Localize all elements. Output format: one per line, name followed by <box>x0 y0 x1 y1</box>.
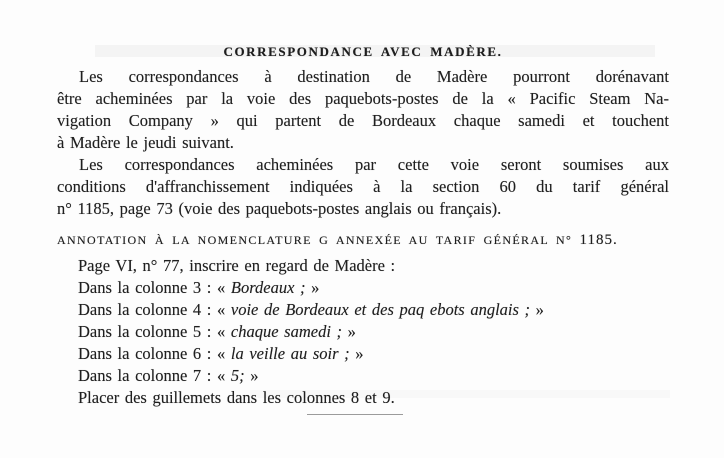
instruction-line: Placer des guillemets dans les colonnes 8 et 9. <box>78 388 395 407</box>
instruction-line: Dans la colonne 7 : « 5; » <box>78 366 259 385</box>
instruction-line: Dans la colonne 3 : « Bordeaux ; » <box>78 278 320 297</box>
text-line: conditions d'affranchissement indiquées à la section 60 du tarif général <box>57 177 669 196</box>
instruction-line: Dans la colonne 6 : « la veille au soir ; » <box>78 344 364 363</box>
text-line: Les correspondances à destination de Madère pourront dorénavant <box>79 67 669 86</box>
instruction-list <box>57 255 669 409</box>
text-line: vigation Company » qui partent de Bordeaux chaque samedi et touchent <box>57 111 669 130</box>
scanned-page <box>57 44 669 415</box>
paragraph-1 <box>57 66 669 154</box>
separator-rule <box>307 414 403 415</box>
annotation-heading-text: ANNOTATION À LA NOMENCLATURE G ANNEXÉE AU TARIF GÉNÉRAL N° <box>57 233 573 247</box>
annotation-heading-number: 1185. <box>579 232 618 248</box>
text-line: Les correspondances acheminées par cette voie seront soumises aux <box>79 155 669 174</box>
annotation-heading <box>57 231 669 249</box>
text-line: à Madère le jeudi suivant. <box>57 133 234 152</box>
instruction-line: Page VI, n° 77, inscrire en regard de Madère : <box>78 256 396 275</box>
text-line: être acheminées par la voie des paquebots-postes de la « Pacific Steam Na- <box>57 89 669 108</box>
paragraph-2 <box>57 154 669 220</box>
text-line: n° 1185, page 73 (voie des paquebots-postes anglais ou français). <box>57 199 502 218</box>
instruction-line: Dans la colonne 4 : « voie de Bordeaux et des paq ebots anglais ; » <box>78 300 544 319</box>
page-title: CORRESPONDANCE AVEC MADÈRE. <box>223 44 503 59</box>
instruction-line: Dans la colonne 5 : « chaque samedi ; » <box>78 322 356 341</box>
